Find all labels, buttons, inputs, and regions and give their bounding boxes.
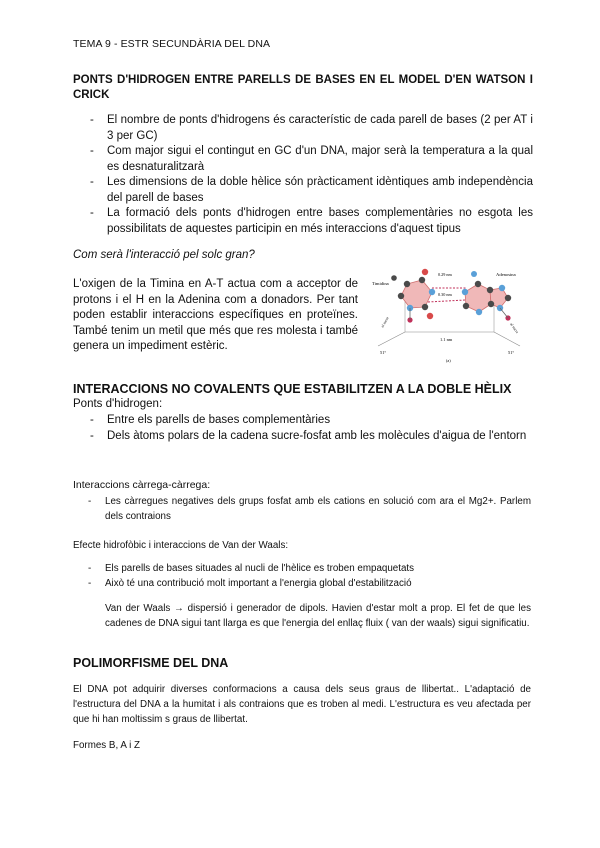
label-adenosine: Adenosina xyxy=(496,272,516,277)
nitrogen-atom xyxy=(462,289,468,295)
label-thymidine: Timidina xyxy=(372,281,389,286)
base-pair-diagram xyxy=(370,262,528,364)
groove-paragraph: L'oxigen de la Timina en A-T actua com a acceptor de protons i el H en la Adenina com a donadors. Per tant poden establir interaccions específiques en proteïnes. També tenim un metil que més que res molesta i també genera un impediment estèric. xyxy=(73,278,358,352)
list-item: - Entre els parells de bases complementàries xyxy=(73,413,533,429)
carbon-atom xyxy=(463,303,469,309)
list-item: - Els parells de bases situades al nucli de l'hèlice es troben empaquetats xyxy=(73,561,531,576)
list-item: - La formació dels ponts d'hidrogen entre bases complementàries no esgota les possibilitats de aquestes participin en més interaccions d'aquest tipus xyxy=(73,206,533,237)
glycosidic-bond xyxy=(500,308,508,318)
oxygen-atom xyxy=(427,313,433,319)
figure-caption: (a) xyxy=(446,358,451,363)
nitrogen-atom xyxy=(476,309,482,315)
carbon-atom xyxy=(475,281,481,287)
carbon-atom xyxy=(398,293,404,299)
floor-line xyxy=(378,332,405,346)
methyl-atom xyxy=(391,275,397,281)
list-item: - Dels àtoms polars de la cadena sucre-fosfat amb les molècules d'aigua de l'entorn xyxy=(73,429,533,445)
amino-nitrogen-atom xyxy=(471,271,477,277)
list-item: - Com major sigui el contingut en GC d'un DNA, major serà la temperatura a la qual es desnaturalitzarà xyxy=(73,144,533,175)
label-distance-mid: 0.30 nm xyxy=(438,292,452,297)
hydrophobic-title: Efecte hidrofòbic i interaccions de Van der Waals: xyxy=(73,540,289,551)
hydrophobic-list xyxy=(73,561,531,591)
section-heading-hydrogen-bonds: PONTS D'HIDROGEN ENTRE PARELLS DE BASES EN EL MODEL D'EN WATSON I CRICK xyxy=(73,74,533,101)
carbon-atom xyxy=(422,304,428,310)
hbonds-list xyxy=(73,413,533,444)
groove-question: Com serà l'interacció pel solc gran? xyxy=(73,249,255,261)
label-width: 1.1 nm xyxy=(440,337,453,342)
carbon-atom xyxy=(419,277,425,283)
nitrogen-atom xyxy=(429,289,435,295)
hydrogen-bonds-list xyxy=(73,113,533,237)
label-strand-right: al sucre xyxy=(509,322,520,335)
hydrogen-bond-bottom xyxy=(428,300,465,302)
page-header: TEMA 9 - ESTR SECUNDÀRIA DEL DNA xyxy=(73,38,271,50)
nitrogen-atom xyxy=(499,285,505,291)
list-item: - Les dimensions de la doble hèlice són pràcticament idèntiques amb independència del parell de bases xyxy=(73,175,533,206)
floor-line xyxy=(494,332,520,346)
polymorphism-paragraph: El DNA pot adquirir diverses conformacions a causa dels seus graus de llibertat.. L'adaptació de l'estructura del DNA a la humitat i als contraions que es troben al medi. L'estructura es veu afectada per que hi han moltissim s graus de llibertat. xyxy=(73,684,531,725)
label-angle-right: 51° xyxy=(508,350,515,355)
carbon-atom xyxy=(487,287,493,293)
charge-list xyxy=(73,494,531,524)
van-der-waals-note: Van der Waals → dispersió i generador de dipols. Havien d'estar molt a prop. El fet de que les cadenes de DNA sigui tant llarga es que l'energia del enllaç fluix ( van der waals) sigui significatiu. xyxy=(105,603,531,629)
adenine-ring-six xyxy=(465,284,491,312)
list-item: - Les càrregues negatives dels grups fosfat amb els cations en solució com ara el Mg2+. Parlem dels contraions xyxy=(73,494,531,524)
oxygen-atom xyxy=(422,269,428,275)
section-heading-polymorphism: POLIMORFISME DEL DNA xyxy=(73,656,229,670)
list-item: - El nombre de ponts d'hidrogens és característic de cada parell de bases (2 per AT i 3 per GC) xyxy=(73,113,533,144)
charge-title: Interaccions càrrega-càrrega: xyxy=(73,479,211,491)
carbon-atom xyxy=(404,281,410,287)
hbonds-title: Ponts d'hidrogen: xyxy=(73,398,163,410)
label-strand-left: al sucre xyxy=(380,316,390,329)
label-distance-top: 0.29 nm xyxy=(438,272,452,277)
list-item: - Això té una contribució molt important a l'energia global d'estabilització xyxy=(73,576,531,591)
label-angle-left: 51° xyxy=(380,350,387,355)
section-heading-noncovalent: INTERACCIONS NO COVALENTS QUE ESTABILITZEN A LA DOBLE HÈLIX xyxy=(73,382,512,396)
dna-forms: Formes B, A i Z xyxy=(73,740,140,751)
carbon-atom xyxy=(505,295,511,301)
carbon-atom xyxy=(488,301,494,307)
